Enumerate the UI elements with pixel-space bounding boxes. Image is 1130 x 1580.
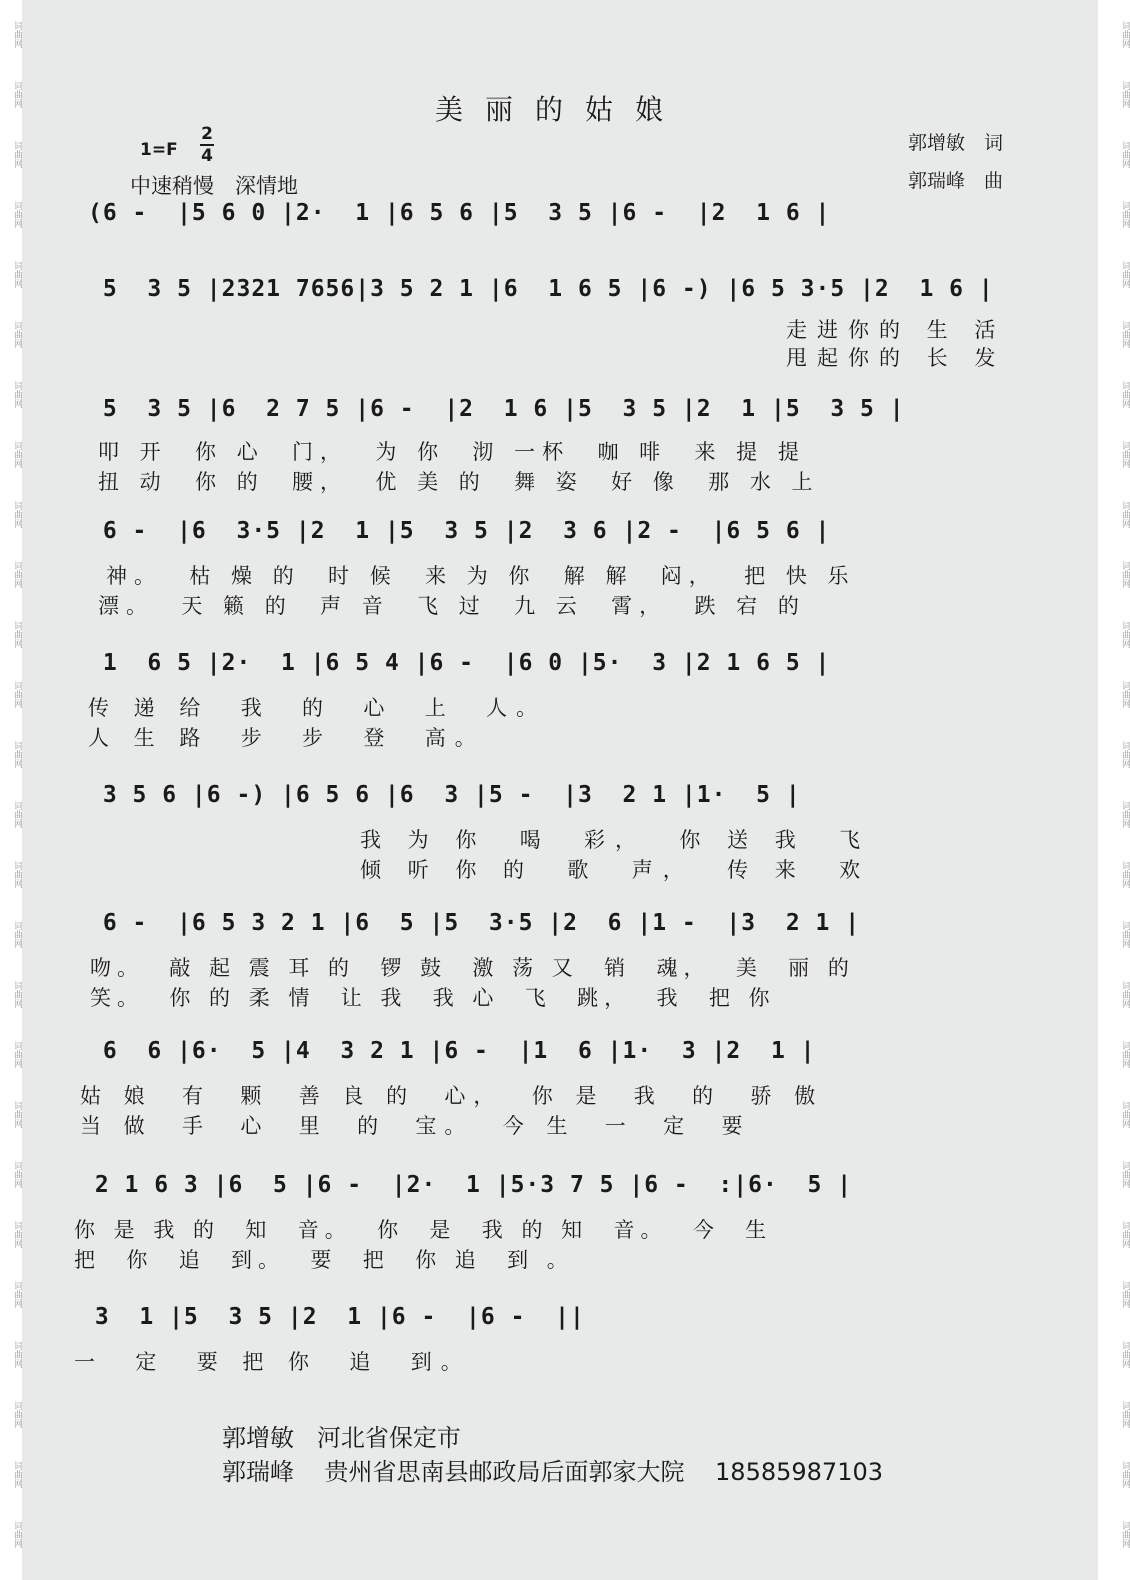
song-title: 美丽的姑娘 (434, 93, 685, 126)
score-sheet (22, 0, 1098, 1580)
contact-composer (222, 1452, 883, 1487)
composer-credit: 郭瑞峰 曲 (908, 170, 1004, 192)
lyrics-verse-1: 你 是 我 的 知 音。 你 是 我 的 知 音。 今 生 (74, 1218, 773, 1242)
lyrics-verse-2: 倾 听 你 的 歌 声， 传 来 欢 (360, 858, 871, 882)
lyrics-verse-2: 笑。 你 的 柔 情 让 我 我 心 飞 跳， 我 把 你 (90, 986, 776, 1010)
watermark-left: 词曲网 词曲网 词曲网 词曲网 词曲网 词曲网 词曲网 词曲网 词曲网 词曲网 词曲网 词曲网 词曲网 词曲网 词曲网 词曲网 词曲网 词曲网 词曲网 词曲网 词曲网 词曲网 词曲网 词曲网 词曲网 词曲网 (12, 20, 22, 1548)
notation-line: 5 3 5 |6 2 7 5 |6 - |2 1 6 |5 3 5 |2 1 |5 3 5 | (88, 396, 905, 422)
lyrics-verse-1: 吻。 敲 起 震 耳 的 锣 鼓 激 荡 又 销 魂， 美 丽 的 (90, 956, 855, 980)
key-signature: 1=F (140, 140, 178, 160)
watermark-right: 词曲网 词曲网 词曲网 词曲网 词曲网 词曲网 词曲网 词曲网 词曲网 词曲网 词曲网 词曲网 词曲网 词曲网 词曲网 词曲网 词曲网 词曲网 词曲网 词曲网 词曲网 词曲网 词曲网 词曲网 词曲网 词曲网 (1120, 20, 1130, 1548)
lyrics-verse-2: 甩起你的 长 发 (786, 346, 1006, 370)
notation-line: 1 6 5 |2· 1 |6 5 4 |6 - |6 0 |5· 3 |2 1 6 5 | (88, 650, 831, 676)
notation-line: (6 - |5 6 0 |2· 1 |6 5 6 |5 3 5 |6 - |2 1 6 | (88, 200, 831, 226)
contact-name: 郭瑞峰 (222, 1458, 294, 1486)
lyrics-verse-1: 走进你的 生 活 (786, 318, 1006, 342)
lyrics-verse-2: 把 你 追 到。 要 把 你 追 到 。 (74, 1248, 574, 1272)
time-bottom: 4 (201, 146, 213, 166)
lyrics-verse-1: 叩 开 你 心 门， 为 你 沏 一杯 咖 啡 来 提 提 (98, 440, 806, 464)
contact-address: 贵州省思南县邮政局后面郭家大院 (324, 1458, 685, 1486)
contact-name: 郭增敏 (222, 1424, 294, 1452)
notation-line: 5 3 5 |2321 7656|3 5 2 1 |6 1 6 5 |6 -) |6 5 3·5 |2 1 6 | (88, 276, 994, 302)
lyrics-verse-1: 姑 娘 有 颗 善 良 的 心， 你 是 我 的 骄 傲 (80, 1084, 824, 1108)
notation-line: 3 5 6 |6 -) |6 5 6 |6 3 |5 - |3 2 1 |1· 5 | (88, 782, 801, 808)
notation-line: 6 - |6 3·5 |2 1 |5 3 5 |2 3 6 |2 - |6 5 6 | (88, 518, 831, 544)
lyrics-verse-1: 一 定 要 把 你 追 到。 (74, 1350, 471, 1374)
lyrics-verse-2: 漂。 天 籁 的 声 音 飞 过 九 云 霄， 跌 宕 的 (98, 594, 806, 618)
tempo-marking: 中速稍慢 深情地 (130, 174, 298, 198)
notation-line: 3 1 |5 3 5 |2 1 |6 - |6 - || (80, 1304, 585, 1330)
contact-lyricist (222, 1418, 461, 1453)
contact-address: 河北省保定市 (316, 1424, 461, 1452)
contact-phone: 18585987103 (715, 1458, 883, 1486)
time-signature (200, 124, 214, 166)
notation-line: 6 6 |6· 5 |4 3 2 1 |6 - |1 6 |1· 3 |2 1 | (88, 1038, 816, 1064)
lyrics-verse-1: 传 递 给 我 的 心 上 人。 (88, 696, 547, 720)
lyrics-verse-2: 人 生 路 步 步 登 高。 (88, 726, 485, 750)
time-top: 2 (201, 124, 213, 144)
lyrics-verse-2: 当 做 手 心 里 的 宝。 今 生 一 定 要 (80, 1114, 751, 1138)
lyrics-verse-1: 我 为 你 喝 彩， 你 送 我 飞 (360, 828, 871, 852)
lyricist-credit: 郭增敏 词 (908, 132, 1004, 154)
notation-line: 2 1 6 3 |6 5 |6 - |2· 1 |5·3 7 5 |6 - :|6· 5 | (80, 1172, 853, 1198)
notation-line: 6 - |6 5 3 2 1 |6 5 |5 3·5 |2 6 |1 - |3 2 1 | (88, 910, 861, 936)
lyrics-verse-2: 扭 动 你 的 腰， 优 美 的 舞 姿 好 像 那 水 上 (98, 470, 820, 494)
lyrics-verse-1: 神。 枯 燥 的 时 候 来 为 你 解 解 闷， 把 快 乐 (106, 564, 856, 588)
